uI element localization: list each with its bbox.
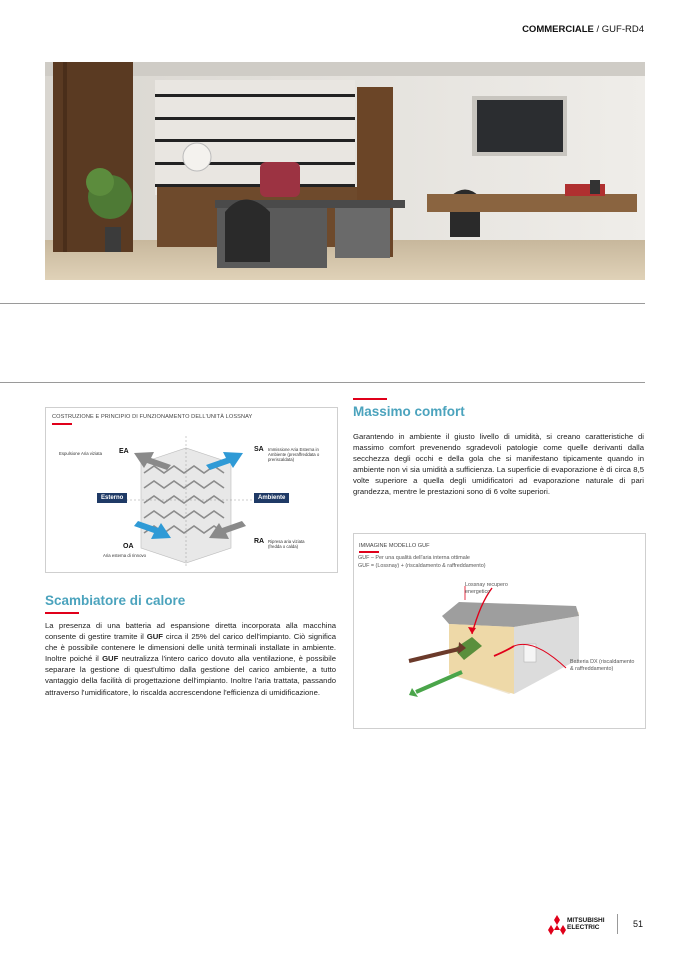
sa-label: Immissione Aria Esterna in Ambiente (preraffreddata o preriscaldata) <box>268 447 320 462</box>
page-number: 51 <box>633 919 644 929</box>
comfort-title-accent <box>353 398 387 400</box>
divider-top <box>0 303 645 304</box>
ra-code: RA <box>254 538 265 545</box>
ea-label: Espulsione Aria viziata <box>59 451 102 456</box>
three-diamonds-icon <box>546 915 568 935</box>
page-header <box>522 24 644 35</box>
scambiatore-guf-2: GUF <box>102 654 119 664</box>
scambiatore-text-3: neutralizza l'intero carico dovuto alla ventilazione, è possibile separare la gestione di quest'ultimo dalla gestione del carico ambiente, a tutto vantaggio della facilità di progettazione dell'impianto. Inoltre l'aria trattata, passando attraverso l'umidificatore, lo riscalda accrescendone l'efficienza di umidificazione. <box>45 654 337 697</box>
scambiatore-title: Scambiatore di calore <box>45 593 186 608</box>
comfort-paragraph: Garantendo in ambiente il giusto livello di umidità, si creano caratteristiche di massimo comfort prevenendo sgradevoli patologie come quelle derivanti dalla secchezza degli occhi e della gola che si manifestano tipicamente quando in ambiente non vi sia umidità a sufficienza. La superficie di evaporazione è di circa 8,5 volte superiore a quella degli umidificatori ad evaporazione naturale di pari grandezza, mentre le prestazioni sono di 6 volte superiori. <box>353 432 644 497</box>
brand-line-1: MITSUBISHI <box>567 917 605 924</box>
guf-title: IMMAGINE MODELLO GUF <box>359 543 430 549</box>
scambiatore-paragraph <box>45 620 336 698</box>
guf-line-2: GUF = (Lossnay) + (riscaldamento & raffreddamento) <box>358 563 486 569</box>
sa-code: SA <box>254 446 264 453</box>
ambiente-badge: Ambiente <box>254 493 289 503</box>
guf-line-1: GUF – Per una qualità dell'aria interna ottimale <box>358 555 470 561</box>
header-code: GUF-RD4 <box>601 24 644 35</box>
ea-code: EA <box>119 448 129 455</box>
batteria-annotation: Batteria DX (riscaldamento & raffreddamento) <box>570 659 635 672</box>
scambiatore-title-accent <box>45 612 79 614</box>
lossnay-annotation: Lossnay recupero energetico <box>465 582 508 595</box>
office-illustration <box>45 62 645 280</box>
ra-label: Ripresa aria viziata (fredda o calda) <box>268 539 305 549</box>
header-section: COMMERCIALE <box>522 24 594 35</box>
office-photo <box>45 62 645 280</box>
scambiatore-text-1: La presenza di una batteria ad espansione diretta incorporata alla macchina consente di gestire tramite il <box>45 621 336 642</box>
lossnay-diagram-box <box>45 407 338 573</box>
scambiatore-guf-1: GUF <box>146 632 163 642</box>
guf-model-box <box>353 533 646 729</box>
brand-line-2: ELECTRIC <box>567 924 600 931</box>
scambiatore-text-2: circa il 25% del carico dell'impianto. Ciò significa che è possibile contenere le dimensioni delle unità terminali installate in ambiente. Inoltre poiché il <box>45 632 336 664</box>
mitsubishi-electric-logo <box>546 914 616 936</box>
comfort-title: Massimo comfort <box>353 404 465 419</box>
guf-house-illustration <box>354 534 645 728</box>
footer-separator <box>617 914 618 934</box>
header-separator: / <box>593 24 602 35</box>
oa-label: Aria esterna di rinnovo <box>103 553 146 558</box>
diagram-title: COSTRUZIONE E PRINCIPIO DI FUNZIONAMENTO DELL'UNITÀ LOSSNAY <box>52 414 253 420</box>
oa-code: OA <box>123 543 134 550</box>
esterno-badge: Esterno <box>97 493 127 503</box>
divider-bottom <box>0 382 645 383</box>
